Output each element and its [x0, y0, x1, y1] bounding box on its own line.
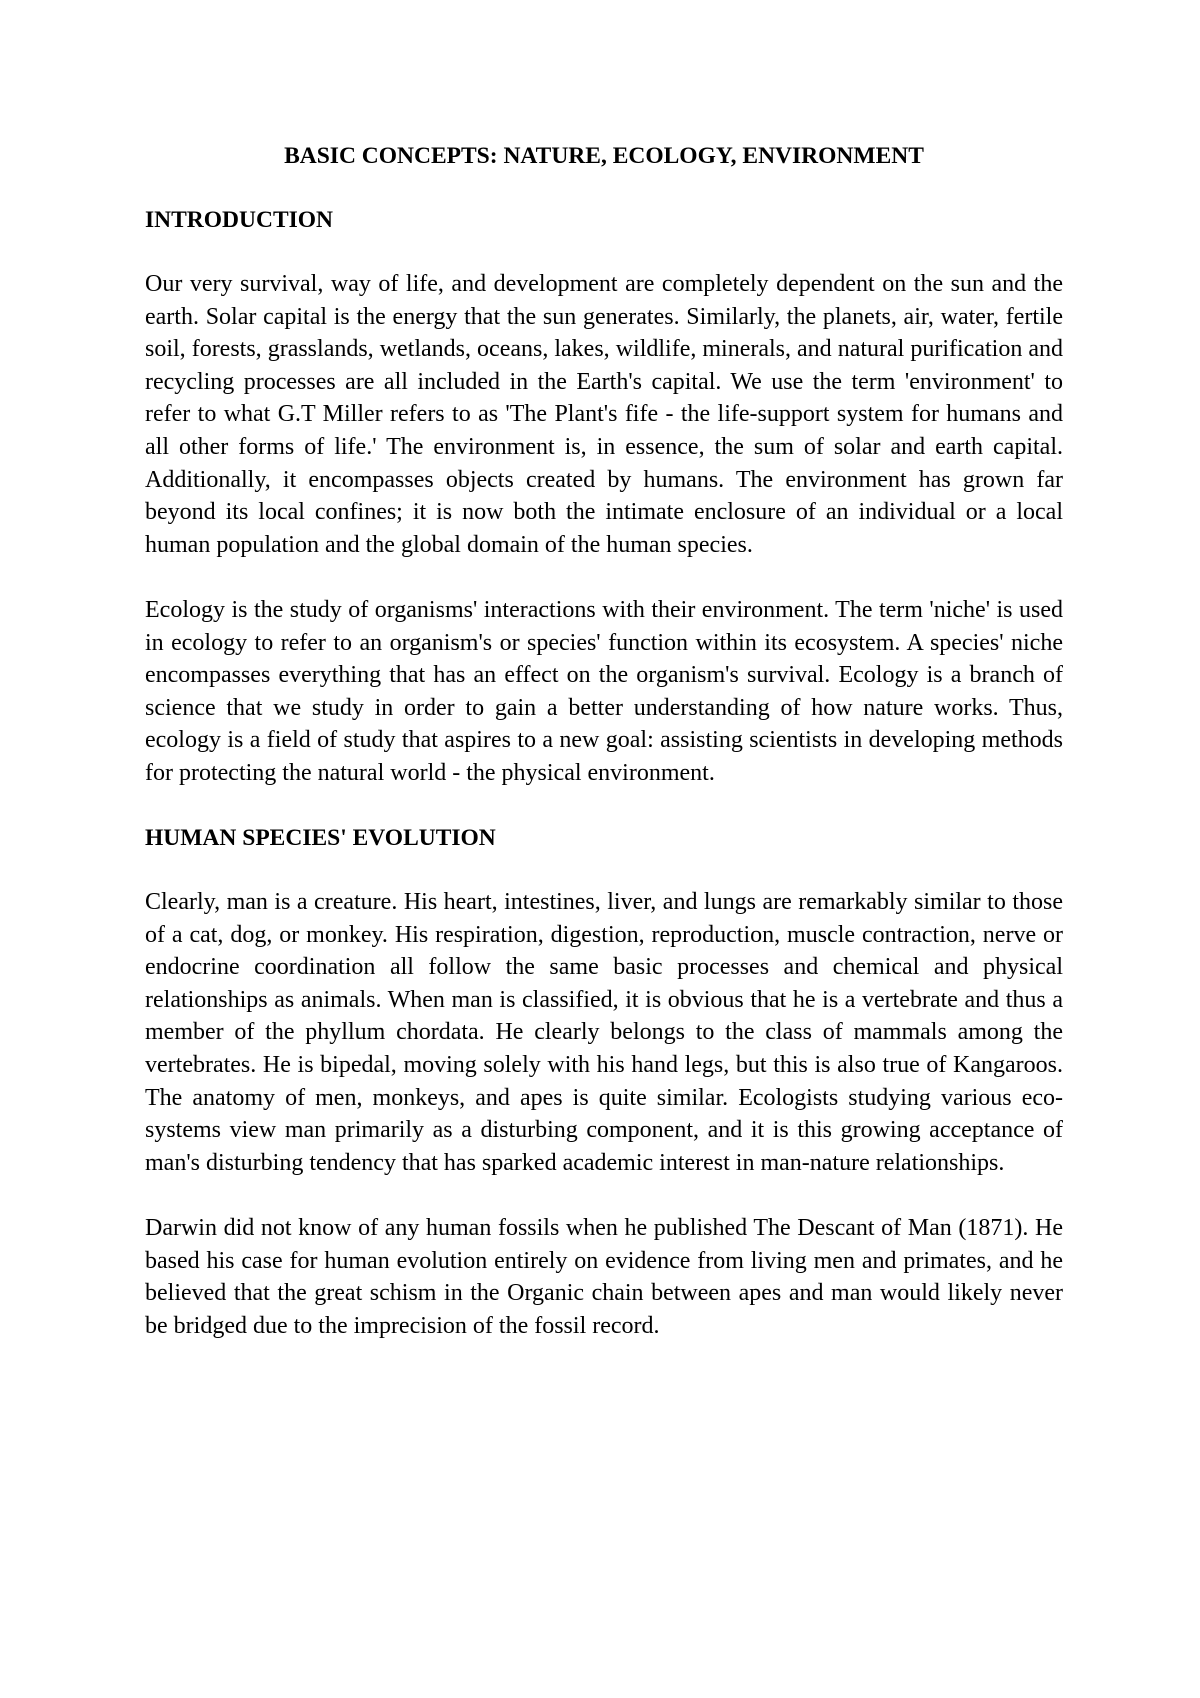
section-heading-human-species-evolution: HUMAN SPECIES' EVOLUTION: [145, 825, 496, 852]
section-heading-introduction: INTRODUCTION: [145, 207, 334, 233]
document-page: [145, 140, 1063, 1375]
paragraph-evolution-2: Darwin did not know of any human fossils when he published The Descant of Man (1871). He based his case for human evolution entirely on evidence from living men and primates, and he believed that the great schism in the Organic chain between apes and man would likely never be bridged due to the imprecision of the fossil record.: [145, 1215, 1063, 1339]
paragraph-introduction-1: Our very survival, way of life, and development are completely dependent on the sun and the earth. Solar capital is the energy that the sun generates. Similarly, the planets, air, water, fertile soil, forests, grasslands, wetlands, oceans, lakes, wildlife, minerals, and natural purification and recycling processes are all included in the Earth's capital. We use the term 'environment' to refer to what G.T Miller refers to as 'The Plant's fife - the life-support system for humans and all other forms of life.' The environment is, in essence, the sum of solar and earth capital. Additionally, it encompasses objects created by humans. The environment has grown far beyond its local confines; it is now both the intimate enclosure of an individual or a local human population and the global domain of the human species.: [145, 271, 1063, 558]
paragraph-evolution-1: Clearly, man is a creature. His heart, intestines, liver, and lungs are remarkably similar to those of a cat, dog, or monkey. His respiration, digestion, reproduction, muscle contraction, nerve or endocrine coordination all follow the same basic processes and chemical and physical relationships as animals. When man is classified, it is obvious that he is a vertebrate and thus a member of the phyllum chordata. He clearly belongs to the class of mammals among the vertebrates. He is bipedal, moving solely with his hand legs, but this is also true of Kangaroos. The anatomy of men, monkeys, and apes is quite similar. Ecologists studying various eco-systems view man primarily as a disturbing component, and it is this growing acceptance of man's disturbing tendency that has sparked academic interest in man-nature relationships.: [145, 889, 1063, 1176]
section-human-species-evolution: [145, 822, 1063, 1342]
document-title: BASIC CONCEPTS: NATURE, ECOLOGY, ENVIRONMENT: [284, 143, 924, 169]
paragraph-introduction-2: Ecology is the study of organisms' interactions with their environment. The term 'niche' is used in ecology to refer to an organism's or species' function within its ecosystem. A species' niche encompasses everything that has an effect on the organism's survival. Ecology is a branch of science that we study in order to gain a better understanding of how nature works. Thus, ecology is a field of study that aspires to a new goal: assisting scientists in developing methods for protecting the natural world - the physical environment.: [145, 596, 1063, 786]
section-introduction: [145, 204, 1063, 790]
